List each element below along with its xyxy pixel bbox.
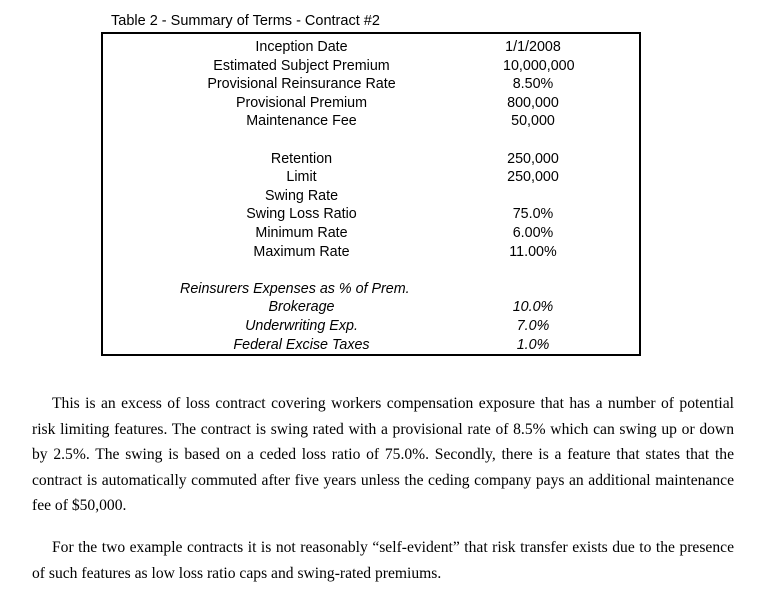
table-caption: Table 2 - Summary of Terms - Contract #2 xyxy=(111,13,380,29)
table-row xyxy=(103,298,639,317)
term-value: 800,000 xyxy=(507,94,559,111)
term-label: Limit xyxy=(286,169,317,186)
term-value: 75.0% xyxy=(512,206,554,223)
table-row xyxy=(103,224,639,243)
term-label: Swing Loss Ratio xyxy=(246,206,357,223)
table-row xyxy=(103,38,639,57)
body-paragraph: For the two example contracts it is not reasonably “self-evident” that risk transfer exists due to the presence of such features as low loss ratio caps and swing-rated premiums. xyxy=(32,539,734,582)
summary-of-terms-table xyxy=(101,32,641,356)
term-label: Minimum Rate xyxy=(255,225,348,241)
term-value: 6.00% xyxy=(512,225,554,241)
term-value: 11.00% xyxy=(509,243,557,260)
table-row xyxy=(103,150,639,169)
term-value: 10,000,000 xyxy=(503,57,575,74)
term-value: 250,000 xyxy=(507,150,559,167)
term-label: Inception Date xyxy=(255,39,348,55)
body-paragraph: This is an excess of loss contract covering workers compensation exposure that has a number of potential risk limiting features. The contract is swing rated with a provisional rate of 8.5% which can swing up or down by 2.5%. The swing is based on a ceded loss ratio of 75.0%. Secondly, there is a feature that states that the contract is automatically commuted after five years unless the ceding company pays an additional maintenance fee of $50,000. xyxy=(32,395,734,514)
term-label: Retention xyxy=(270,150,333,167)
term-label: Estimated Subject Premium xyxy=(213,57,390,74)
table-row xyxy=(103,94,639,113)
term-value: 8.50% xyxy=(512,76,554,93)
term-label: Swing Rate xyxy=(264,187,339,204)
table-row xyxy=(103,205,639,224)
table-row xyxy=(103,75,639,94)
expense-label: Underwriting Exp. xyxy=(245,318,358,334)
expense-value: 1.0% xyxy=(516,336,550,353)
table-row xyxy=(103,187,639,206)
term-value: 50,000 xyxy=(511,113,555,130)
table-row xyxy=(103,243,639,262)
expenses-header-row xyxy=(103,280,639,299)
term-label: Provisional Reinsurance Rate xyxy=(207,76,396,93)
table-row xyxy=(103,57,639,76)
expense-value: 7.0% xyxy=(516,318,550,334)
expense-label: Brokerage xyxy=(268,299,335,316)
table-row xyxy=(103,336,639,355)
expense-label: Federal Excise Taxes xyxy=(233,336,370,353)
term-value: 1/1/2008 xyxy=(505,39,561,55)
table-row xyxy=(103,317,639,336)
term-label: Provisional Premium xyxy=(235,94,368,111)
expenses-header: Reinsurers Expenses as % of Prem. xyxy=(180,280,410,297)
table-row xyxy=(103,168,639,187)
expense-value: 10.0% xyxy=(512,299,554,316)
term-label: Maximum Rate xyxy=(253,243,350,260)
term-label: Maintenance Fee xyxy=(246,113,357,130)
term-value: 250,000 xyxy=(507,169,559,186)
table-row xyxy=(103,112,639,131)
